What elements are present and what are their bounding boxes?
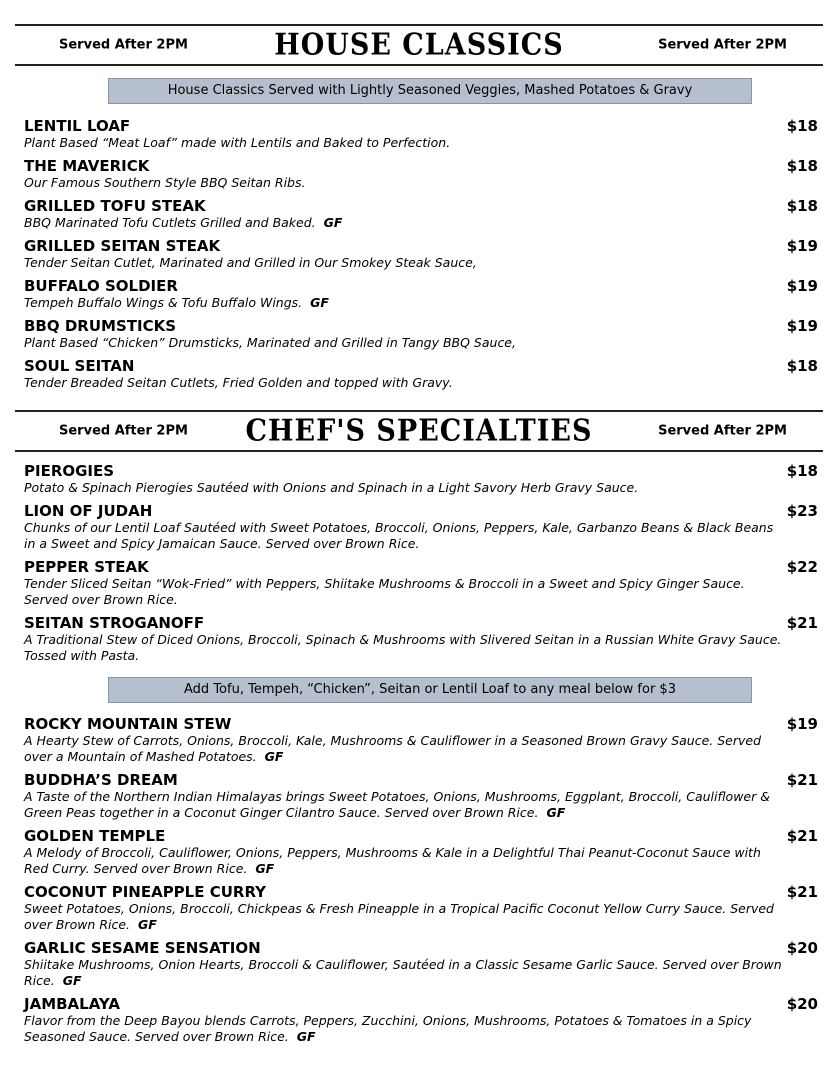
gluten-free-badge: GF (62, 973, 82, 988)
item-description-text: Plant Based “Meat Loaf” made with Lentils and Baked to Perfection. (24, 135, 451, 150)
house-classics-banner: House Classics Served with Lightly Seasoned Veggies, Mashed Potatoes & Gravy (108, 78, 752, 104)
item-description (24, 733, 818, 765)
item-description (24, 295, 818, 311)
menu-item (24, 995, 818, 1051)
item-description (24, 335, 818, 351)
item-name: SEITAN STROGANOFF (24, 614, 205, 632)
menu-item (24, 462, 818, 502)
gluten-free-badge: GF (296, 1029, 316, 1044)
item-price: $18 (786, 197, 818, 215)
item-description (24, 375, 818, 391)
item-description-text: Sweet Potatoes, Onions, Broccoli, Chickpeas & Fresh Pineapple in a Tropical Pacific Coconut Yellow Curry Sauce. Served over Brown Rice. (24, 901, 774, 932)
item-description (24, 175, 818, 191)
item-description-text: A Taste of the Northern Indian Himalayas brings Sweet Potatoes, Onions, Mushrooms, Eggplant, Broccoli, Cauliflower & Green Peas together in a Coconut Ginger Cilantro Sauce. Served over Brown Rice. (24, 789, 770, 820)
item-description (24, 480, 818, 496)
item-name: PEPPER STEAK (24, 558, 149, 576)
item-price: $21 (786, 614, 818, 632)
item-description-text: Plant Based “Chicken” Drumsticks, Marinated and Grilled in Tangy BBQ Sauce, (24, 335, 516, 350)
house-classics-items (24, 117, 818, 397)
served-after-label-right: Served After 2PM (658, 37, 787, 53)
served-after-label-right: Served After 2PM (658, 423, 787, 439)
item-description (24, 576, 818, 608)
chefs-specialties-header (15, 410, 823, 452)
gluten-free-badge: GF (310, 295, 329, 310)
item-price: $19 (786, 237, 818, 255)
item-name: PIEROGIES (24, 462, 115, 480)
item-description (24, 957, 818, 989)
item-price: $23 (786, 502, 818, 520)
chefs-specialties-items (24, 462, 818, 670)
item-description (24, 789, 818, 821)
menu-item (24, 883, 818, 939)
item-price: $18 (786, 157, 818, 175)
item-description (24, 632, 818, 664)
item-name: COCONUT PINEAPPLE CURRY (24, 883, 267, 901)
item-price: $18 (786, 117, 818, 135)
item-price: $19 (786, 277, 818, 295)
item-price: $19 (786, 715, 818, 733)
item-description (24, 215, 818, 231)
item-description-text: Chunks of our Lentil Loaf Sautéed with Sweet Potatoes, Broccoli, Onions, Peppers, Kale, Garbanzo Beans & Black Beans in a Sweet and Spicy Jamaican Sauce. Served over Brown Rice. (24, 520, 774, 551)
item-description (24, 520, 818, 552)
item-name: BBQ DRUMSTICKS (24, 317, 176, 335)
item-name: BUFFALO SOLDIER (24, 277, 178, 295)
gluten-free-badge: GF (546, 805, 566, 820)
menu-item (24, 157, 818, 197)
item-price: $20 (786, 939, 818, 957)
menu-item (24, 939, 818, 995)
menu-item (24, 502, 818, 558)
item-description-text: A Traditional Stew of Diced Onions, Broccoli, Spinach & Mushrooms with Slivered Seitan in a Russian White Gravy Sauce. Tossed with Pasta. (24, 632, 782, 663)
item-name: GARLIC SESAME SENSATION (24, 939, 261, 957)
item-description-text: A Hearty Stew of Carrots, Onions, Broccoli, Kale, Mushrooms & Cauliflower in a Seasoned Brown Gravy Sauce. Served over a Mountain of Mashed Potatoes. (24, 733, 762, 764)
item-description-text: Tempeh Buffalo Wings & Tofu Buffalo Wings. (24, 295, 303, 310)
menu-item (24, 117, 818, 157)
menu-item (24, 277, 818, 317)
section-title: CHEF'S SPECIALTIES (245, 413, 593, 449)
item-name: BUDDHA’S DREAM (24, 771, 178, 789)
item-price: $18 (786, 357, 818, 375)
item-name: GRILLED TOFU STEAK (24, 197, 206, 215)
item-name: ROCKY MOUNTAIN STEW (24, 715, 232, 733)
item-description-text: Flavor from the Deep Bayou blends Carrots, Peppers, Zucchini, Onions, Mushrooms, Potatoes & Tomatoes in a Spicy Seasoned Sauce. Served over Brown Rice. (24, 1013, 752, 1044)
item-name: SOUL SEITAN (24, 357, 135, 375)
menu-item (24, 614, 818, 670)
item-description-text: Shiitake Mushrooms, Onion Hearts, Broccoli & Cauliflower, Sautéed in a Classic Sesame Garlic Sauce. Served over Brown Rice. (24, 957, 782, 988)
item-price: $20 (786, 995, 818, 1013)
item-description (24, 901, 818, 933)
add-protein-banner: Add Tofu, Tempeh, “Chicken”, Seitan or Lentil Loaf to any meal below for $3 (108, 677, 752, 703)
item-name: GRILLED SEITAN STEAK (24, 237, 221, 255)
item-description (24, 255, 818, 271)
item-description (24, 845, 818, 877)
menu-item (24, 558, 818, 614)
menu-item (24, 357, 818, 397)
menu-item (24, 827, 818, 883)
item-description (24, 135, 818, 151)
menu-item (24, 715, 818, 771)
gluten-free-badge: GF (323, 215, 343, 230)
gluten-free-badge: GF (255, 861, 275, 876)
item-name: LION OF JUDAH (24, 502, 153, 520)
item-name: GOLDEN TEMPLE (24, 827, 166, 845)
section-title: HOUSE CLASSICS (274, 27, 564, 63)
gluten-free-badge: GF (138, 917, 157, 932)
menu-item (24, 237, 818, 277)
served-after-label-left: Served After 2PM (59, 423, 188, 439)
item-description-text: Tender Sliced Seitan “Wok-Fried” with Peppers, Shiitake Mushrooms & Broccoli in a Sweet and Spicy Ginger Sauce. Served over Brown Rice. (24, 576, 745, 607)
menu-item (24, 317, 818, 357)
item-price: $21 (786, 883, 818, 901)
menu-item (24, 771, 818, 827)
item-price: $19 (786, 317, 818, 335)
item-name: LENTIL LOAF (24, 117, 131, 135)
item-name: JAMBALAYA (24, 995, 120, 1013)
item-price: $22 (786, 558, 818, 576)
served-after-label-left: Served After 2PM (59, 37, 188, 53)
item-description-text: A Melody of Broccoli, Cauliflower, Onions, Peppers, Mushrooms & Kale in a Delightful Thai Peanut-Coconut Sauce with Red Curry. Served over Brown Rice. (24, 845, 761, 876)
item-price: $21 (786, 827, 818, 845)
item-description-text: Tender Breaded Seitan Cutlets, Fried Golden and topped with Gravy. (24, 375, 453, 390)
item-description-text: Our Famous Southern Style BBQ Seitan Ribs. (24, 175, 306, 190)
chefs-specialties-items-2 (24, 715, 818, 1051)
item-description-text: Tender Seitan Cutlet, Marinated and Grilled in Our Smokey Steak Sauce, (24, 255, 477, 270)
gluten-free-badge: GF (264, 749, 284, 764)
item-price: $21 (786, 771, 818, 789)
menu-item (24, 197, 818, 237)
item-description (24, 1013, 818, 1045)
house-classics-header (15, 24, 823, 66)
item-description-text: BBQ Marinated Tofu Cutlets Grilled and Baked. (24, 215, 316, 230)
item-name: THE MAVERICK (24, 157, 150, 175)
item-description-text: Potato & Spinach Pierogies Sautéed with Onions and Spinach in a Light Savory Herb Gravy Sauce. (24, 480, 639, 495)
item-price: $18 (786, 462, 818, 480)
